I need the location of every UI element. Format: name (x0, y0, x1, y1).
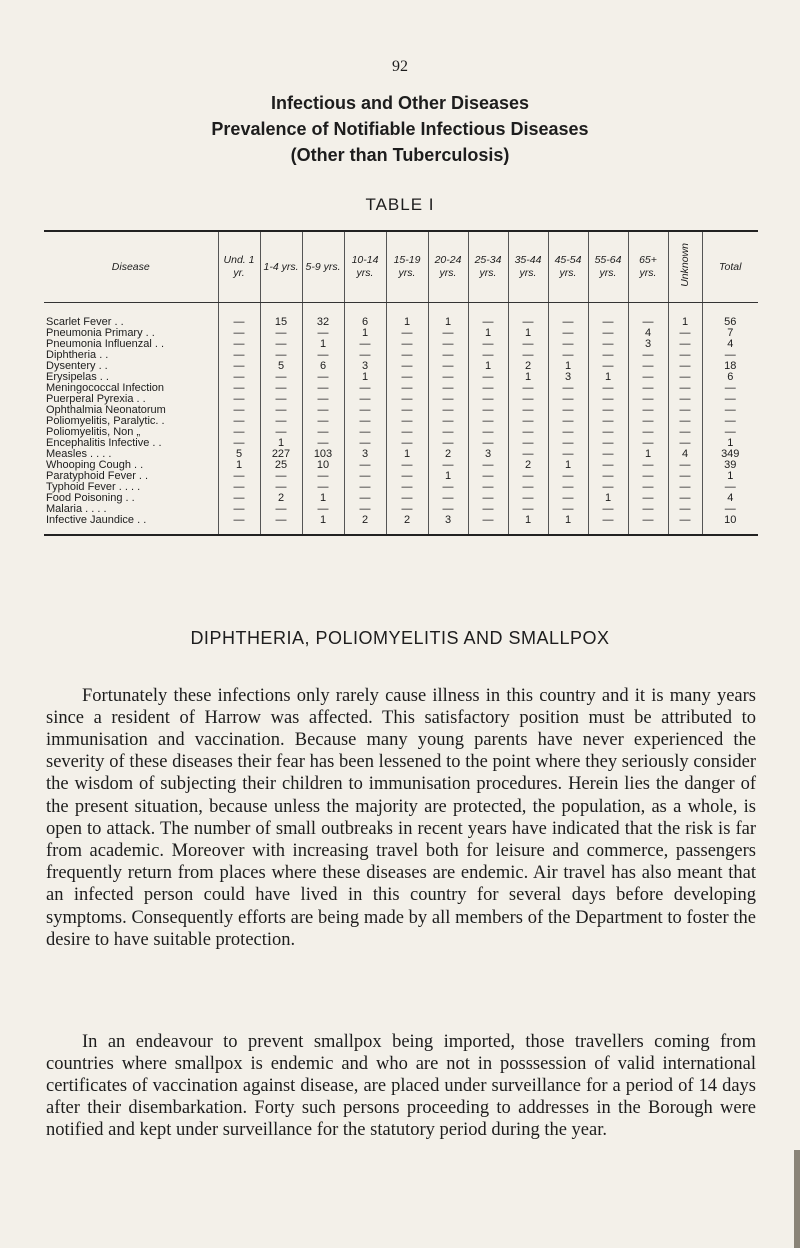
count-cell: — (588, 350, 628, 361)
count-cell: — (628, 504, 668, 515)
count-cell: — (302, 416, 344, 427)
count-cell: — (386, 493, 428, 504)
count-cell: 7 (702, 328, 758, 339)
count-cell: — (548, 416, 588, 427)
column-header: 10-14 yrs. (344, 231, 386, 303)
count-cell: — (386, 350, 428, 361)
column-header: 25-34 yrs. (468, 231, 508, 303)
count-cell: 349 (702, 449, 758, 460)
count-cell: — (428, 383, 468, 394)
count-cell: — (344, 427, 386, 438)
count-cell: 1 (702, 438, 758, 449)
count-cell: — (508, 471, 548, 482)
disease-name-cell: Encephalitis Infective . . (46, 437, 162, 449)
count-cell: 25 (260, 460, 302, 471)
count-cell: — (702, 504, 758, 515)
disease-name-cell: Puerperal Pyrexia . . (46, 393, 146, 405)
count-cell: — (468, 515, 508, 535)
count-cell: — (218, 383, 260, 394)
column-header: Disease (44, 231, 218, 303)
count-cell: — (548, 449, 588, 460)
count-cell: — (548, 482, 588, 493)
count-cell: — (468, 383, 508, 394)
count-cell: — (468, 427, 508, 438)
count-cell: — (588, 515, 628, 535)
count-cell: 10 (702, 515, 758, 535)
count-cell: 3 (428, 515, 468, 535)
count-cell: — (548, 405, 588, 416)
count-cell: 227 (260, 449, 302, 460)
count-cell: — (548, 328, 588, 339)
count-cell: — (260, 416, 302, 427)
count-cell: — (702, 383, 758, 394)
count-cell: — (628, 405, 668, 416)
count-cell: — (218, 471, 260, 482)
column-header: 5-9 yrs. (302, 231, 344, 303)
count-cell: — (218, 350, 260, 361)
count-cell: 3 (344, 449, 386, 460)
column-header: 55-64 yrs. (588, 231, 628, 303)
count-cell: 3 (628, 339, 668, 350)
table-header-row (44, 231, 758, 303)
count-cell: 1 (468, 361, 508, 372)
count-cell: — (668, 372, 702, 383)
count-cell: — (548, 427, 588, 438)
count-cell: — (508, 493, 548, 504)
column-header: Unknown (668, 231, 702, 303)
notifiable-diseases-table (44, 230, 758, 536)
count-cell: — (260, 339, 302, 350)
count-cell: — (302, 504, 344, 515)
count-cell: — (628, 350, 668, 361)
count-cell: — (218, 405, 260, 416)
count-cell: 2 (260, 493, 302, 504)
count-cell: — (386, 427, 428, 438)
count-cell: 1 (468, 328, 508, 339)
count-cell: — (260, 394, 302, 405)
count-cell: — (302, 405, 344, 416)
count-cell: — (508, 383, 548, 394)
column-header: 65+ yrs. (628, 231, 668, 303)
count-cell: — (468, 303, 508, 329)
page-edge-shadow (794, 1150, 800, 1248)
count-cell: — (386, 383, 428, 394)
count-cell: — (628, 460, 668, 471)
count-cell: — (428, 482, 468, 493)
count-cell: — (260, 383, 302, 394)
column-header: 15-19 yrs. (386, 231, 428, 303)
count-cell: — (548, 394, 588, 405)
count-cell: — (628, 493, 668, 504)
disease-name-cell: Paratyphoid Fever . . (46, 470, 149, 482)
count-cell: — (588, 427, 628, 438)
count-cell: — (344, 394, 386, 405)
count-cell: — (588, 405, 628, 416)
count-cell: — (260, 350, 302, 361)
count-cell: — (508, 405, 548, 416)
disease-name-cell: Erysipelas . . (46, 371, 109, 383)
count-cell: 1 (302, 339, 344, 350)
page-number: 92 (392, 58, 408, 75)
count-cell: — (428, 361, 468, 372)
count-cell: — (588, 339, 628, 350)
count-cell: — (344, 438, 386, 449)
count-cell: — (508, 504, 548, 515)
heading-main: Infectious and Other Diseases (270, 93, 530, 113)
count-cell: — (386, 471, 428, 482)
disease-name-cell: Pneumonia Influenzal . . (46, 338, 165, 350)
count-cell: — (628, 438, 668, 449)
count-cell: — (302, 328, 344, 339)
count-cell: — (668, 394, 702, 405)
count-cell: — (302, 471, 344, 482)
disease-name-cell: Diphtheria . . (46, 349, 109, 361)
count-cell: 18 (702, 361, 758, 372)
count-cell: 3 (344, 361, 386, 372)
count-cell: — (668, 504, 702, 515)
disease-name-cell: Meningococcal Infection (46, 382, 165, 394)
count-cell: 1 (302, 493, 344, 504)
count-cell: 1 (218, 460, 260, 471)
count-cell: — (428, 339, 468, 350)
count-cell: — (344, 416, 386, 427)
count-cell: — (628, 482, 668, 493)
count-cell: 1 (428, 303, 468, 329)
count-cell: — (588, 361, 628, 372)
count-cell: 1 (588, 372, 628, 383)
column-header: Total (702, 231, 758, 303)
count-cell: — (628, 303, 668, 329)
count-cell: — (386, 504, 428, 515)
count-cell: — (386, 328, 428, 339)
count-cell: — (386, 405, 428, 416)
count-cell: 2 (428, 449, 468, 460)
count-cell: — (508, 449, 548, 460)
count-cell: — (344, 339, 386, 350)
count-cell: — (548, 493, 588, 504)
count-cell: — (386, 339, 428, 350)
count-cell: — (468, 416, 508, 427)
count-cell: — (468, 504, 508, 515)
count-cell: 4 (702, 493, 758, 504)
count-cell: — (260, 482, 302, 493)
count-cell: 1 (344, 372, 386, 383)
count-cell: — (428, 350, 468, 361)
count-cell: — (628, 383, 668, 394)
disease-name-cell: Poliomyelitis, Paralytic. . (46, 415, 165, 427)
count-cell: — (344, 504, 386, 515)
count-cell: 1 (702, 471, 758, 482)
count-cell: — (588, 438, 628, 449)
count-cell: — (218, 372, 260, 383)
table-title: TABLE I (365, 195, 435, 214)
count-cell: — (668, 482, 702, 493)
paragraph-fortunately: Fortunately these infections only rarely cause illness in this country and it is many years since a resident of Harrow was affected. This satisfactory position must be attributed to immunisation and vaccination. Because many young parents have never experienced the severity of these diseases their fear has been lessened to the point where they seriously consider the wisdom of subjecting their children to immunisation procedures. Herein lies the danger of the present situation, because unless the majority are protected, the population, as a whole, is open to attack. The number of small outbreaks in recent years have indicated that the risk is far from academic. Moreover with increasing travel both for leisure and commerce, passengers frequently return from places where these diseases are endemic. Air travel has also meant that an infected person could have lived in this country for several days before developing symptoms. Consequently efforts are being made by all members of the Department to foster the desire to have suitable protection. (46, 685, 756, 950)
count-cell: — (668, 493, 702, 504)
disease-name-cell: Malaria . . . . (46, 503, 107, 515)
count-cell: — (548, 350, 588, 361)
disease-name-cell: Scarlet Fever . . (46, 316, 124, 328)
count-cell: — (344, 383, 386, 394)
count-cell: — (588, 449, 628, 460)
count-cell: — (508, 394, 548, 405)
disease-name-cell: Whooping Cough . . (46, 459, 144, 471)
heading-sub: Prevalence of Notifiable Infectious Diseases (211, 119, 589, 139)
count-cell: — (302, 482, 344, 493)
count-cell: 56 (702, 303, 758, 329)
count-cell: — (508, 350, 548, 361)
disease-name-cell: Typhoid Fever . . . . (46, 481, 141, 493)
count-cell: — (588, 460, 628, 471)
disease-name-cell: Ophthalmia Neonatorum (46, 404, 166, 416)
count-cell: — (428, 504, 468, 515)
count-cell: — (218, 416, 260, 427)
count-cell: 3 (548, 372, 588, 383)
count-cell: — (302, 372, 344, 383)
count-cell: 2 (386, 515, 428, 535)
count-cell: — (668, 515, 702, 535)
count-cell: — (302, 427, 344, 438)
count-cell: — (468, 394, 508, 405)
count-cell: — (628, 427, 668, 438)
count-cell: — (588, 471, 628, 482)
count-cell: 1 (548, 515, 588, 535)
count-cell: — (668, 383, 702, 394)
count-cell: 39 (702, 460, 758, 471)
count-cell: — (428, 328, 468, 339)
count-cell: 1 (260, 438, 302, 449)
count-cell: — (588, 328, 628, 339)
count-cell: — (508, 482, 548, 493)
count-cell: 2 (508, 361, 548, 372)
count-cell: — (628, 471, 668, 482)
count-cell: — (668, 460, 702, 471)
column-header: 20-24 yrs. (428, 231, 468, 303)
count-cell: 15 (260, 303, 302, 329)
count-cell: 1 (386, 303, 428, 329)
count-cell: — (260, 328, 302, 339)
count-cell: 1 (588, 493, 628, 504)
count-cell: — (386, 438, 428, 449)
count-cell: — (218, 303, 260, 329)
count-cell: — (548, 383, 588, 394)
count-cell: 1 (386, 449, 428, 460)
count-cell: — (468, 438, 508, 449)
count-cell: — (468, 482, 508, 493)
count-cell: 1 (428, 471, 468, 482)
column-header: 1-4 yrs. (260, 231, 302, 303)
count-cell: — (218, 361, 260, 372)
count-cell: — (668, 350, 702, 361)
count-cell: 1 (548, 460, 588, 471)
count-cell: — (508, 416, 548, 427)
count-cell: — (668, 471, 702, 482)
count-cell: — (508, 303, 548, 329)
count-cell: — (702, 350, 758, 361)
count-cell: — (218, 438, 260, 449)
count-cell: 1 (302, 515, 344, 535)
count-cell: — (588, 416, 628, 427)
count-cell: — (428, 394, 468, 405)
section-heading: DIPHTHERIA, POLIOMYELITIS AND SMALLPOX (190, 628, 610, 648)
count-cell: 1 (548, 361, 588, 372)
count-cell: — (468, 460, 508, 471)
count-cell: — (344, 405, 386, 416)
page-headings (0, 90, 800, 168)
count-cell: — (386, 416, 428, 427)
count-cell: — (428, 438, 468, 449)
count-cell: — (218, 394, 260, 405)
count-cell: 5 (260, 361, 302, 372)
count-cell: — (302, 350, 344, 361)
count-cell: — (548, 504, 588, 515)
count-cell: — (668, 339, 702, 350)
disease-name-cell: Infective Jaundice . . (46, 514, 147, 526)
count-cell: — (668, 361, 702, 372)
count-cell: — (628, 361, 668, 372)
count-cell: — (260, 372, 302, 383)
count-cell: — (702, 482, 758, 493)
count-cell: — (386, 372, 428, 383)
count-cell: — (428, 493, 468, 504)
count-cell: — (344, 471, 386, 482)
count-cell: — (218, 515, 260, 535)
count-cell: 6 (702, 372, 758, 383)
count-cell: — (260, 515, 302, 535)
count-cell: — (468, 339, 508, 350)
count-cell: — (428, 460, 468, 471)
count-cell: — (508, 339, 548, 350)
count-cell: — (668, 438, 702, 449)
paragraph-smallpox-surveillance: In an endeavour to prevent smallpox being imported, those travellers coming from countries where smallpox is endemic and who are not in posssession of valid international certificates of vaccination against disease, are placed under surveillance for a period of 14 days after their disembarkation. Forty such persons proceeding to addresses in the Borough were notified and kept under surveillance for the statutory period during the year. (46, 1031, 756, 1141)
count-cell: 2 (508, 460, 548, 471)
count-cell: — (218, 427, 260, 438)
count-cell: — (628, 394, 668, 405)
count-cell: 103 (302, 449, 344, 460)
count-cell: — (386, 460, 428, 471)
count-cell: — (468, 471, 508, 482)
disease-name-cell: Poliomyelitis, Non „ (46, 426, 141, 438)
count-cell: — (668, 416, 702, 427)
count-cell: — (344, 493, 386, 504)
table-body (44, 303, 758, 536)
count-cell: 6 (302, 361, 344, 372)
count-cell: — (386, 394, 428, 405)
count-cell: — (428, 416, 468, 427)
count-cell: — (628, 416, 668, 427)
count-cell: 1 (508, 328, 548, 339)
count-cell: — (428, 427, 468, 438)
count-cell: — (548, 438, 588, 449)
count-cell: — (260, 471, 302, 482)
count-cell: — (344, 482, 386, 493)
disease-name-cell: Dysentery . . (46, 360, 108, 372)
disease-name-cell: Pneumonia Primary . . (46, 327, 155, 339)
count-cell: — (702, 405, 758, 416)
count-cell: 1 (508, 515, 548, 535)
count-cell: 3 (468, 449, 508, 460)
count-cell: — (260, 504, 302, 515)
count-cell: — (668, 427, 702, 438)
count-cell: — (628, 372, 668, 383)
count-cell: — (218, 482, 260, 493)
count-cell: 4 (702, 339, 758, 350)
count-cell: — (588, 504, 628, 515)
count-cell: — (508, 427, 548, 438)
count-cell: 1 (628, 449, 668, 460)
count-cell: — (302, 394, 344, 405)
table-row (44, 515, 758, 535)
column-header: 35-44 yrs. (508, 231, 548, 303)
count-cell: 6 (344, 303, 386, 329)
count-cell: — (588, 383, 628, 394)
count-cell: — (702, 427, 758, 438)
count-cell: — (702, 394, 758, 405)
count-cell: — (468, 372, 508, 383)
count-cell: — (344, 460, 386, 471)
count-cell: 5 (218, 449, 260, 460)
count-cell: — (302, 383, 344, 394)
count-cell: — (508, 438, 548, 449)
column-header: Und. 1 yr. (218, 231, 260, 303)
count-cell: — (548, 471, 588, 482)
count-cell: 2 (344, 515, 386, 535)
count-cell: — (468, 493, 508, 504)
count-cell: — (548, 303, 588, 329)
count-cell: 10 (302, 460, 344, 471)
count-cell: 4 (668, 449, 702, 460)
count-cell: — (588, 394, 628, 405)
count-cell: — (668, 328, 702, 339)
count-cell: — (588, 482, 628, 493)
count-cell: — (628, 515, 668, 535)
count-cell: — (344, 350, 386, 361)
disease-name-cell: Food Poisoning . . (46, 492, 135, 504)
count-cell: — (548, 339, 588, 350)
count-cell: — (468, 405, 508, 416)
count-cell: — (468, 350, 508, 361)
count-cell: — (218, 504, 260, 515)
count-cell: 1 (508, 372, 548, 383)
count-cell: 4 (628, 328, 668, 339)
count-cell: 32 (302, 303, 344, 329)
count-cell: — (386, 482, 428, 493)
count-cell: — (218, 493, 260, 504)
count-cell: — (702, 416, 758, 427)
count-cell: — (260, 405, 302, 416)
count-cell: — (588, 303, 628, 329)
count-cell: — (218, 339, 260, 350)
column-header: 45-54 yrs. (548, 231, 588, 303)
count-cell: — (260, 427, 302, 438)
count-cell: — (428, 405, 468, 416)
count-cell: 1 (344, 328, 386, 339)
count-cell: — (302, 438, 344, 449)
count-cell: — (668, 405, 702, 416)
count-cell: — (386, 361, 428, 372)
count-cell: — (218, 328, 260, 339)
disease-name-cell: Measles . . . . (46, 448, 112, 460)
count-cell: — (428, 372, 468, 383)
count-cell: 1 (668, 303, 702, 329)
table-row (44, 303, 758, 329)
heading-note: (Other than Tuberculosis) (290, 145, 510, 165)
